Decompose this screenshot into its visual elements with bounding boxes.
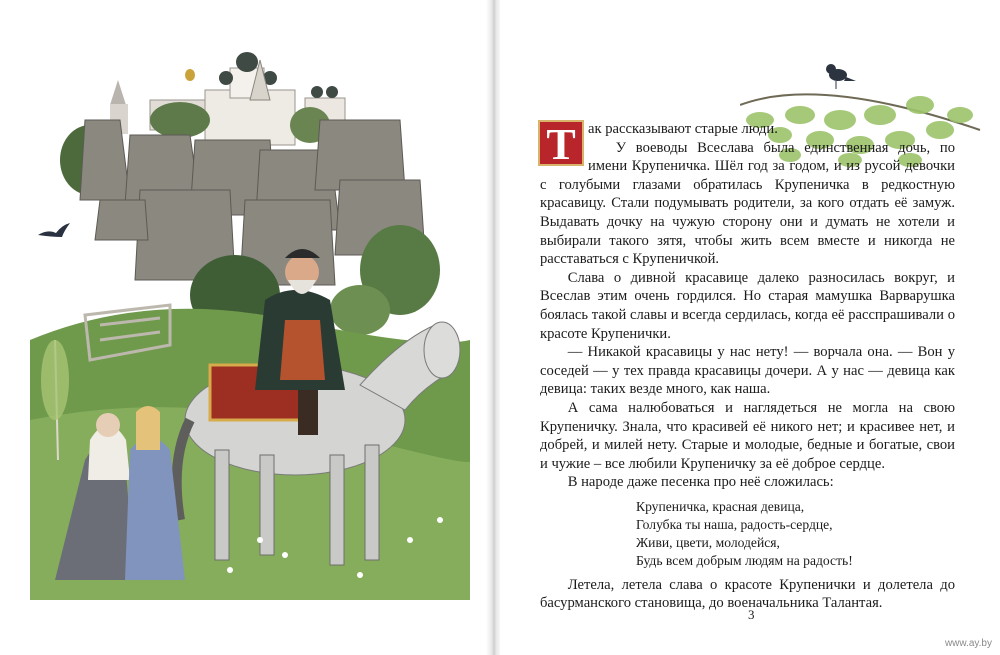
paragraph: У воеводы Всеслава была единственная дочь, по имени Крупеничка. Шёл год за годом, и из русой девочки с голубыми глазами обратилась Крупеничка в редкостную красавицу. Стали подумывать родители, за кого отдать её замуж. Выдавать дочку на чужую сторону они и думать не хотели и выбирали такого зятя, чтобы жить всем вместе и никогда не расставаться с Крупеничкой. xyxy=(540,139,955,268)
paragraph: — Никакой красавицы у нас нету! — ворчала она. — Вон у соседей — у тех правда красавицы дочери. А у нас — девица как девица: таких везде много, как наша. xyxy=(540,344,955,398)
paragraph: А сама налюбоваться и наглядеться не могла на свою Крупеничку. Знала, что красивей её никого нет; и красивее нет, и добрей, и милей нету. Старые и молодые, бедные и богатые, свои и чужие – все любили Крупеничку за её доброе сердце. xyxy=(540,399,955,472)
verse-line: Живи, цвети, молодейся, xyxy=(636,534,780,550)
song-verse xyxy=(636,498,955,570)
story-text xyxy=(540,120,955,613)
watermark: www.ay.by xyxy=(944,638,992,649)
paragraph: Слава о дивной красавице далеко разносилась вокруг, и Всеслав этим очень гордился. Но старая мамушка Варварушка боялась такой славы и всегда сердилась, когда её расспрашивали о красоте Крупенички. xyxy=(540,269,955,342)
first-paragraph: Т ак рассказывают старые люди. xyxy=(540,120,955,139)
illustration-voivode-on-horse xyxy=(30,40,470,600)
verse-line: Будь всем добрым людям на радость! xyxy=(636,552,853,568)
verse-line: Крупеничка, красная девица, xyxy=(636,498,805,514)
left-page xyxy=(0,0,488,655)
paragraph: В народе даже песенка про неё сложилась: xyxy=(567,474,834,491)
page-number: 3 xyxy=(748,607,755,622)
paragraph: Летела, летела слава о красоте Крупенички и долетела до басурманского становища, до военачальника Талантая. xyxy=(540,576,955,612)
swallow-bird xyxy=(38,223,70,237)
dropcap-letter: Т xyxy=(538,120,584,166)
verse-line: Голубка ты наша, радость-сердце, xyxy=(636,516,833,532)
bird-icon xyxy=(826,64,856,89)
